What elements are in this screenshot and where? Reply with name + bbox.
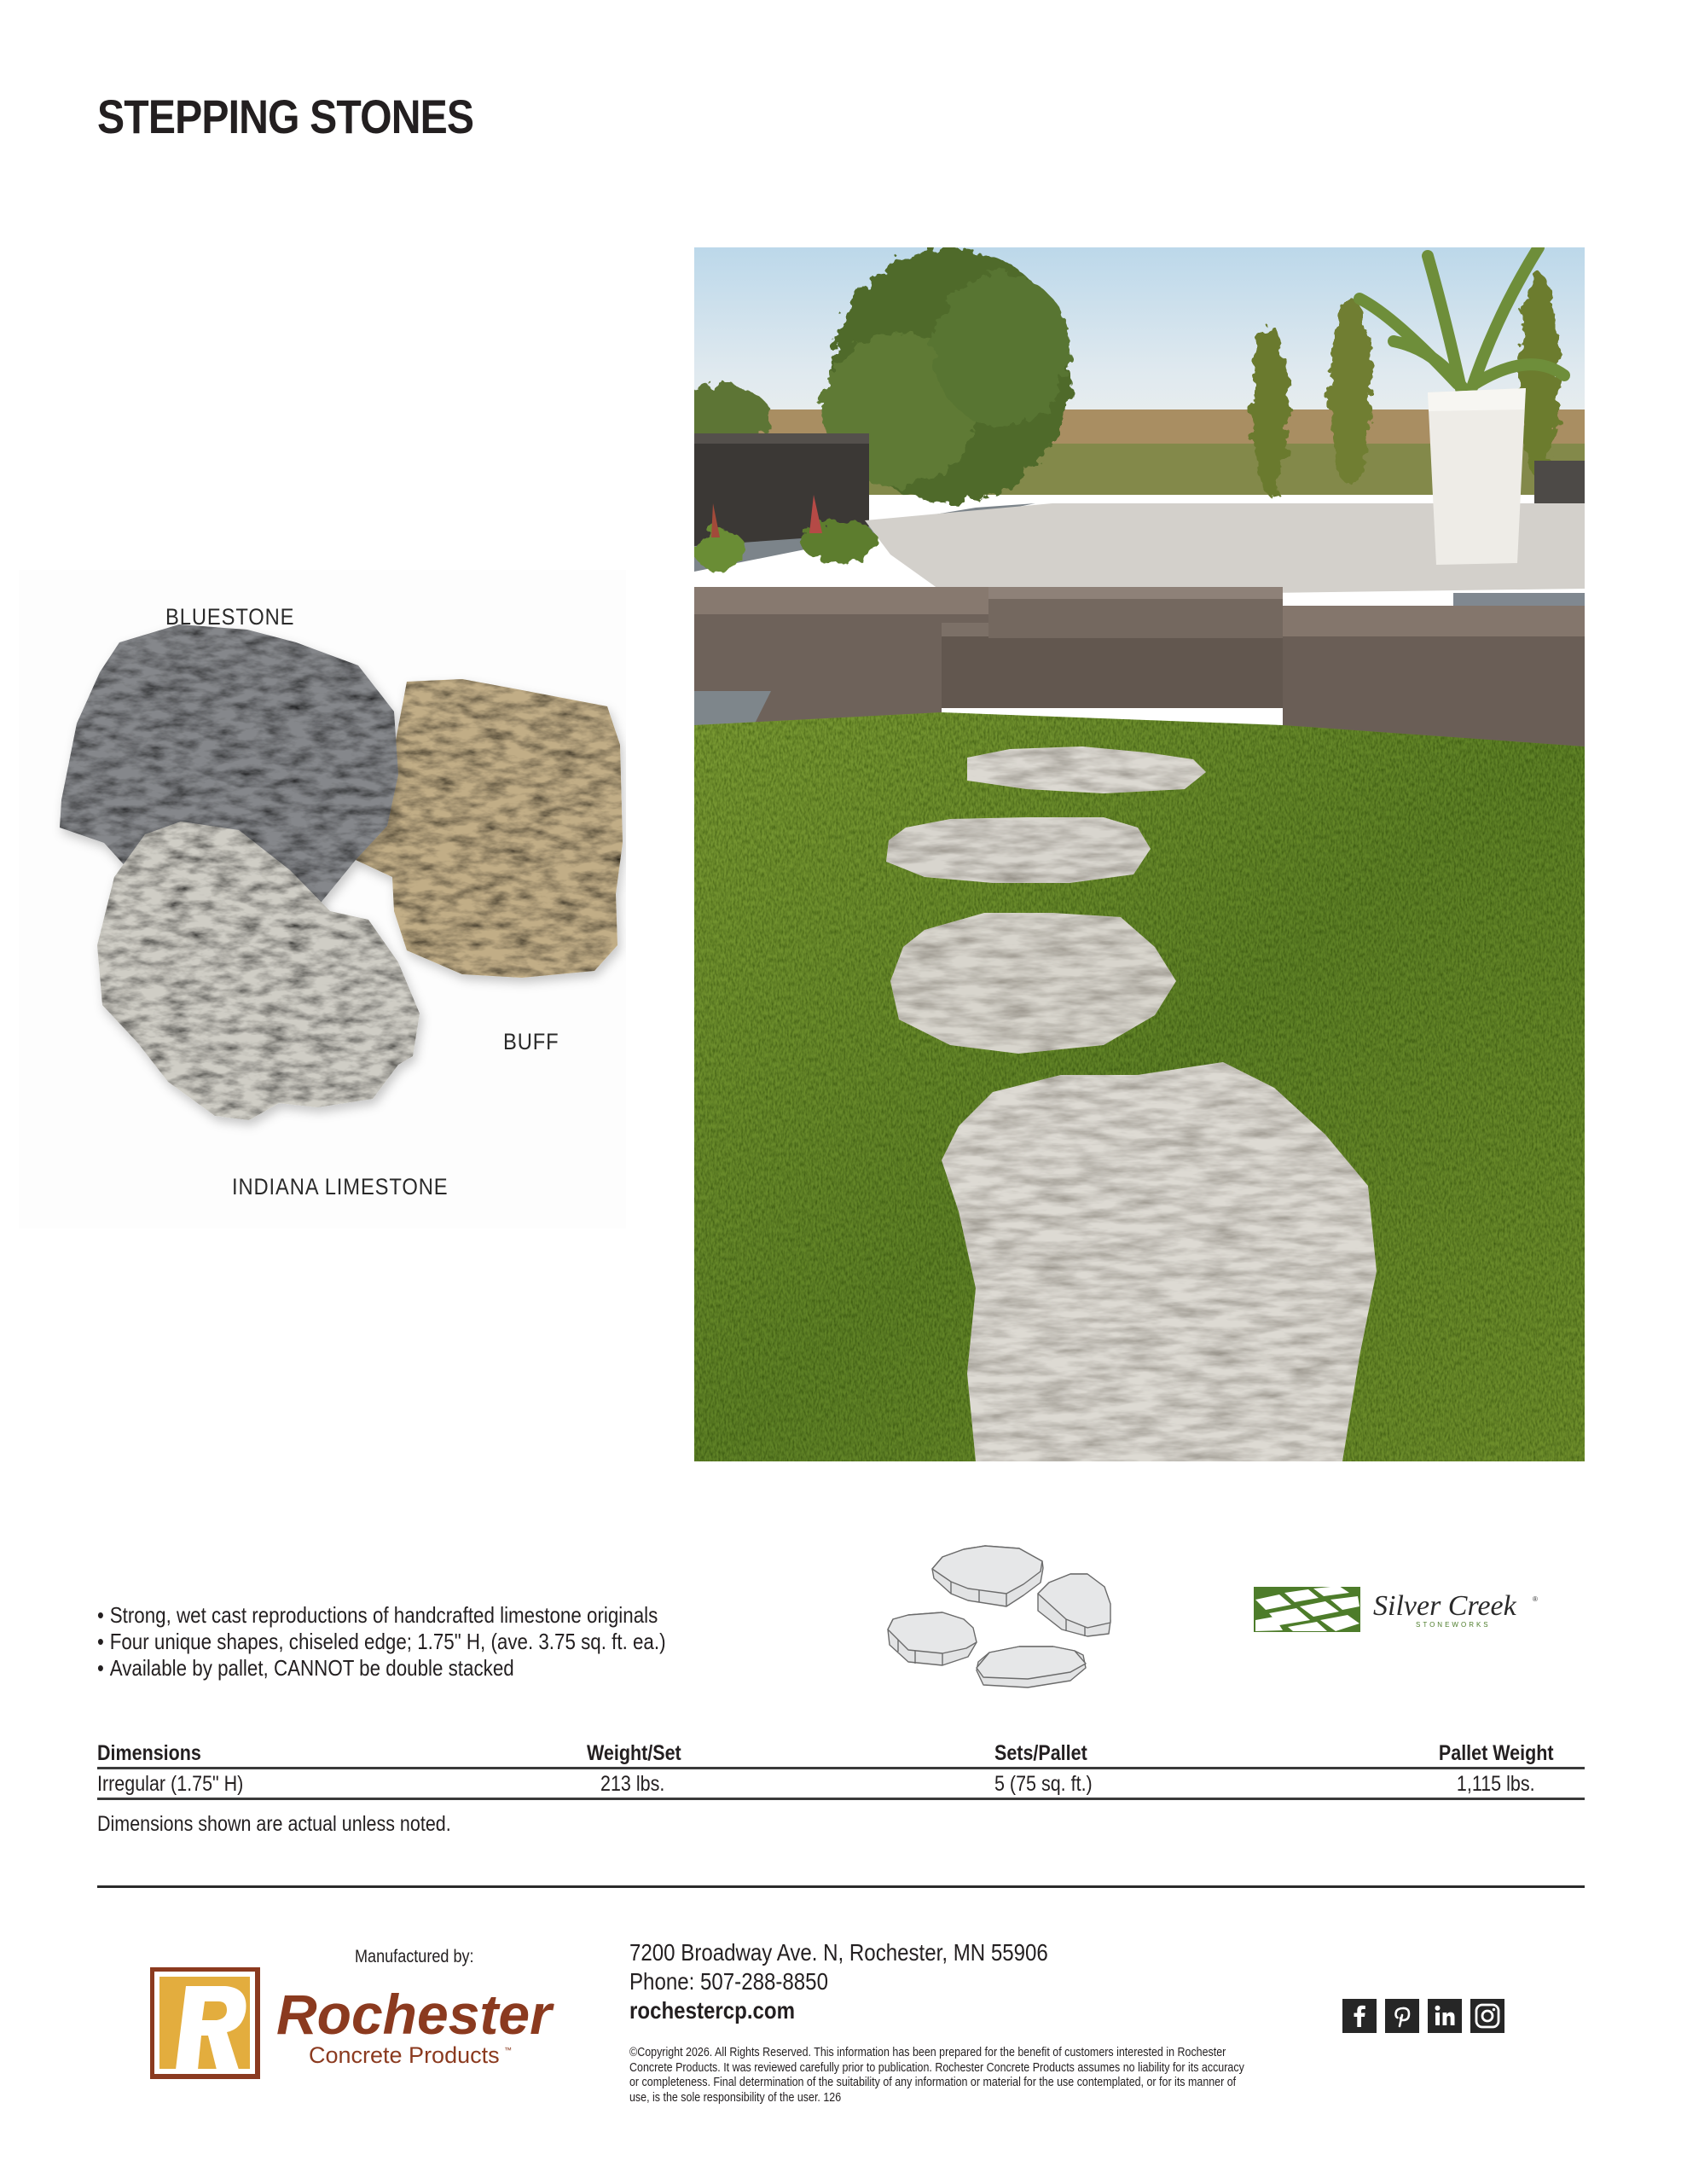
table-header-row xyxy=(97,1739,1585,1769)
contact-block xyxy=(629,1938,1116,2025)
spec-table xyxy=(97,1739,1585,1800)
cell-sets-pallet: 5 (75 sq. ft.) xyxy=(994,1772,1093,1796)
page-title: STEPPING STONES xyxy=(97,90,474,143)
social-links xyxy=(1342,1999,1504,2033)
feature-list xyxy=(97,1602,745,1682)
linkedin-button[interactable] xyxy=(1428,1999,1462,2033)
spec-note: Dimensions shown are actual unless noted. xyxy=(97,1812,451,1836)
copyright-notice: ©Copyright 2026. All Rights Reserved. This information has been prepared for the benefit of customers interested in Rochester Concrete Products. It was reviewed carefully prior to publication. Rochester Concrete Products assumes no liability for its accuracy or completeness. Final determination of the suitability of any information or material for the use contemplated, or for its manner of use, is the sole responsibility of the user. 126 xyxy=(629,2046,1244,2105)
cell-weight-set: 213 lbs. xyxy=(600,1772,665,1796)
swatch-label-bluestone: BLUESTONE xyxy=(165,604,295,630)
facebook-button[interactable] xyxy=(1342,1999,1377,2033)
website-link[interactable]: rochestercp.com xyxy=(629,1997,796,2024)
feature-item: • Strong, wet cast reproductions of handcrafted limestone originals xyxy=(97,1602,655,1629)
footer-divider xyxy=(97,1885,1585,1888)
header-dimensions: Dimensions xyxy=(97,1741,201,1765)
header-pallet-weight: Pallet Weight xyxy=(1439,1741,1554,1765)
color-swatch-panel xyxy=(19,570,626,1228)
cell-dimensions: Irregular (1.75" H) xyxy=(97,1772,244,1796)
silver-creek-subtitle: STONEWORKS xyxy=(1416,1621,1491,1629)
stone-shapes-diagram xyxy=(857,1519,1113,1689)
cell-pallet-weight: 1,115 lbs. xyxy=(1457,1772,1535,1796)
silver-creek-logo xyxy=(1254,1583,1544,1634)
phone: Phone: 507-288-8850 xyxy=(629,1968,828,1995)
rochester-logo xyxy=(150,1967,559,2085)
manufactured-by-label: Manufactured by: xyxy=(355,1947,474,1966)
pinterest-button[interactable] xyxy=(1385,1999,1419,2033)
rochester-wordmark: Rochester xyxy=(276,1983,552,2046)
linkedin-icon xyxy=(1428,1999,1462,2033)
swatch-label-buff: BUFF xyxy=(503,1029,559,1054)
instagram-icon xyxy=(1470,1999,1504,2033)
instagram-button[interactable] xyxy=(1470,1999,1504,2033)
facebook-icon xyxy=(1342,1999,1377,2033)
stone-swatches-image xyxy=(19,570,626,1228)
feature-item: • Four unique shapes, chiseled edge; 1.75" H, (ave. 3.75 sq. ft. ea.) xyxy=(97,1629,655,1655)
silver-creek-wordmark: Silver Creek xyxy=(1373,1590,1516,1622)
header-weight-set: Weight/Set xyxy=(587,1741,681,1765)
swatch-label-indiana-limestone: INDIANA LIMESTONE xyxy=(232,1174,449,1199)
table-row xyxy=(97,1769,1585,1800)
svg-text:®: ® xyxy=(1533,1595,1538,1603)
stepping-stones-lawn-photo xyxy=(694,247,1585,1461)
feature-item: • Available by pallet, CANNOT be double stacked xyxy=(97,1655,655,1682)
hero-photo xyxy=(694,247,1585,1461)
address: 7200 Broadway Ave. N, Rochester, MN 55906 xyxy=(629,1939,1048,1966)
svg-text:™: ™ xyxy=(504,2046,512,2054)
pinterest-icon xyxy=(1385,1999,1419,2033)
buff-swatch xyxy=(356,679,623,978)
rochester-subtitle: Concrete Products xyxy=(309,2042,500,2068)
header-sets-pallet: Sets/Pallet xyxy=(994,1741,1087,1765)
